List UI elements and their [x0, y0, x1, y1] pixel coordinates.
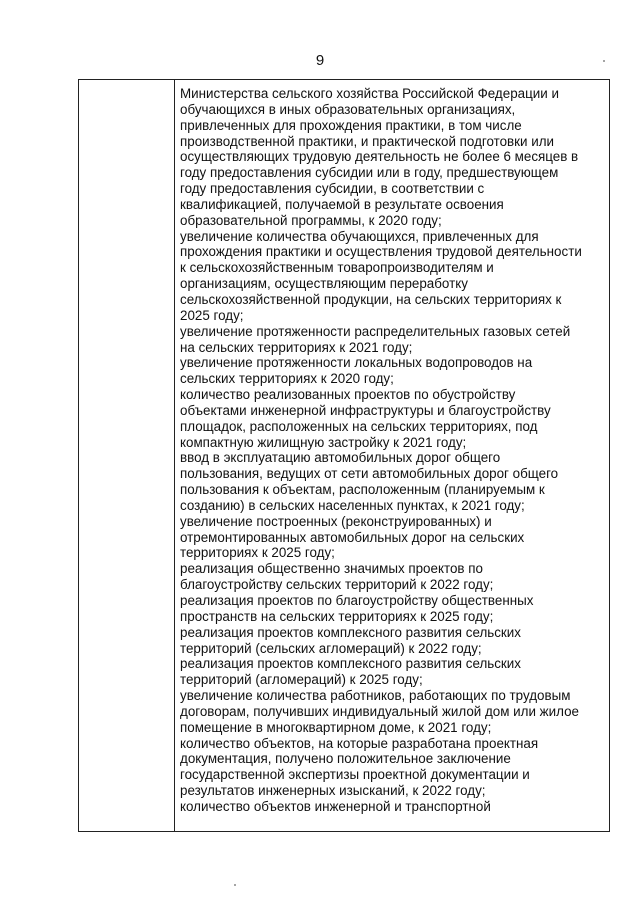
scan-speck: [234, 884, 236, 886]
text-line: сельскохозяйственной продукции, на сельских территориях к: [180, 291, 562, 307]
table-left-cell: [79, 80, 175, 831]
text-line: году предоставления субсидии или в году, предшествующем: [180, 165, 559, 181]
text-line: пользования, ведущих от сети автомобильных дорог общего: [180, 466, 559, 482]
text-line: увеличение количества работников, работающих по трудовым: [180, 688, 571, 704]
text-line: реализация проектов комплексного развития сельских: [180, 656, 521, 672]
text-line: ввод в эксплуатацию автомобильных дорог общего: [180, 450, 501, 466]
text-line: территорий (сельских агломераций) к 2022 году;: [180, 640, 482, 656]
text-line: количество реализованных проектов по обустройству: [180, 387, 516, 403]
scan-speck: [603, 60, 605, 62]
text-line: количество объектов, на которые разработана проектная: [180, 735, 539, 751]
text-line: объектами инженерной инфраструктуры и благоустройству: [180, 402, 551, 418]
text-line: увеличение протяженности распределительных газовых сетей: [180, 323, 571, 339]
text-line: Министерства сельского хозяйства Российской Федерации и: [180, 86, 559, 101]
text-line: привлеченных для прохождения практики, в том числе: [180, 117, 522, 133]
text-line: прохождения практики и осуществления трудовой деятельности: [180, 244, 582, 260]
text-line: увеличение количества обучающихся, привлеченных для: [180, 228, 539, 244]
document-table: [78, 79, 610, 832]
text-line: благоустройству сельских территорий к 2022 году;: [180, 577, 494, 593]
text-line: увеличение протяженности локальных водопроводов на: [180, 355, 533, 371]
text-line: территорий (агломераций) к 2025 году;: [180, 672, 423, 688]
text-line: количество объектов инженерной и транспортной: [180, 798, 491, 814]
text-line: году предоставления субсидии, в соответствии с: [180, 181, 485, 197]
text-line: площадок, расположенных на сельских территориях, под: [180, 418, 538, 434]
text-line: договорам, получивших индивидуальный жилой дом или жилое: [180, 703, 579, 719]
text-line: документация, получено положительное заключение: [180, 751, 511, 767]
text-line: государственной экспертизы проектной документации и: [180, 767, 530, 783]
text-line: осуществляющих трудовую деятельность не более 6 месяцев в: [180, 149, 579, 165]
text-line: реализация проектов комплексного развития сельских: [180, 624, 521, 640]
text-line: пользования к объектам, расположенным (планируемым к: [180, 482, 545, 498]
text-line: пространств на сельских территориях к 2025 году;: [180, 608, 494, 624]
text-line: к сельскохозяйственным товаропроизводителям и: [180, 260, 494, 276]
text-line: сельских территориях к 2020 году;: [180, 371, 394, 387]
page-number: 9: [315, 52, 325, 69]
text-line: организациям, осуществляющим переработку: [180, 276, 468, 292]
text-line: помещение в многоквартирном доме, к 2021 году;: [180, 719, 492, 735]
text-line: отремонтированных автомобильных дорог на сельских: [180, 529, 525, 545]
text-line: созданию) в сельских населенных пунктах, к 2021 году;: [180, 497, 525, 513]
text-line: территориях к 2025 году;: [180, 545, 335, 561]
text-line: производственной практики, и практической подготовки или: [180, 133, 554, 149]
text-line: на сельских территориях к 2021 году;: [180, 339, 413, 355]
text-line: обучающихся в иных образовательных организациях,: [180, 101, 516, 117]
text-line: реализация проектов по благоустройству общественных: [180, 593, 534, 608]
text-line: квалификацией, получаемой в результате освоения: [180, 196, 504, 212]
text-line: образовательной программы, к 2020 году;: [180, 212, 442, 228]
table-right-cell: [180, 86, 605, 815]
text-line: реализация общественно значимых проектов по: [180, 561, 483, 577]
text-line: результатов инженерных изысканий, к 2022 году;: [180, 783, 486, 799]
text-line: 2025 году;: [180, 307, 244, 323]
text-line: компактную жилищную застройку к 2021 году;: [180, 434, 467, 450]
text-line: увеличение построенных (реконструированных) и: [180, 513, 492, 529]
